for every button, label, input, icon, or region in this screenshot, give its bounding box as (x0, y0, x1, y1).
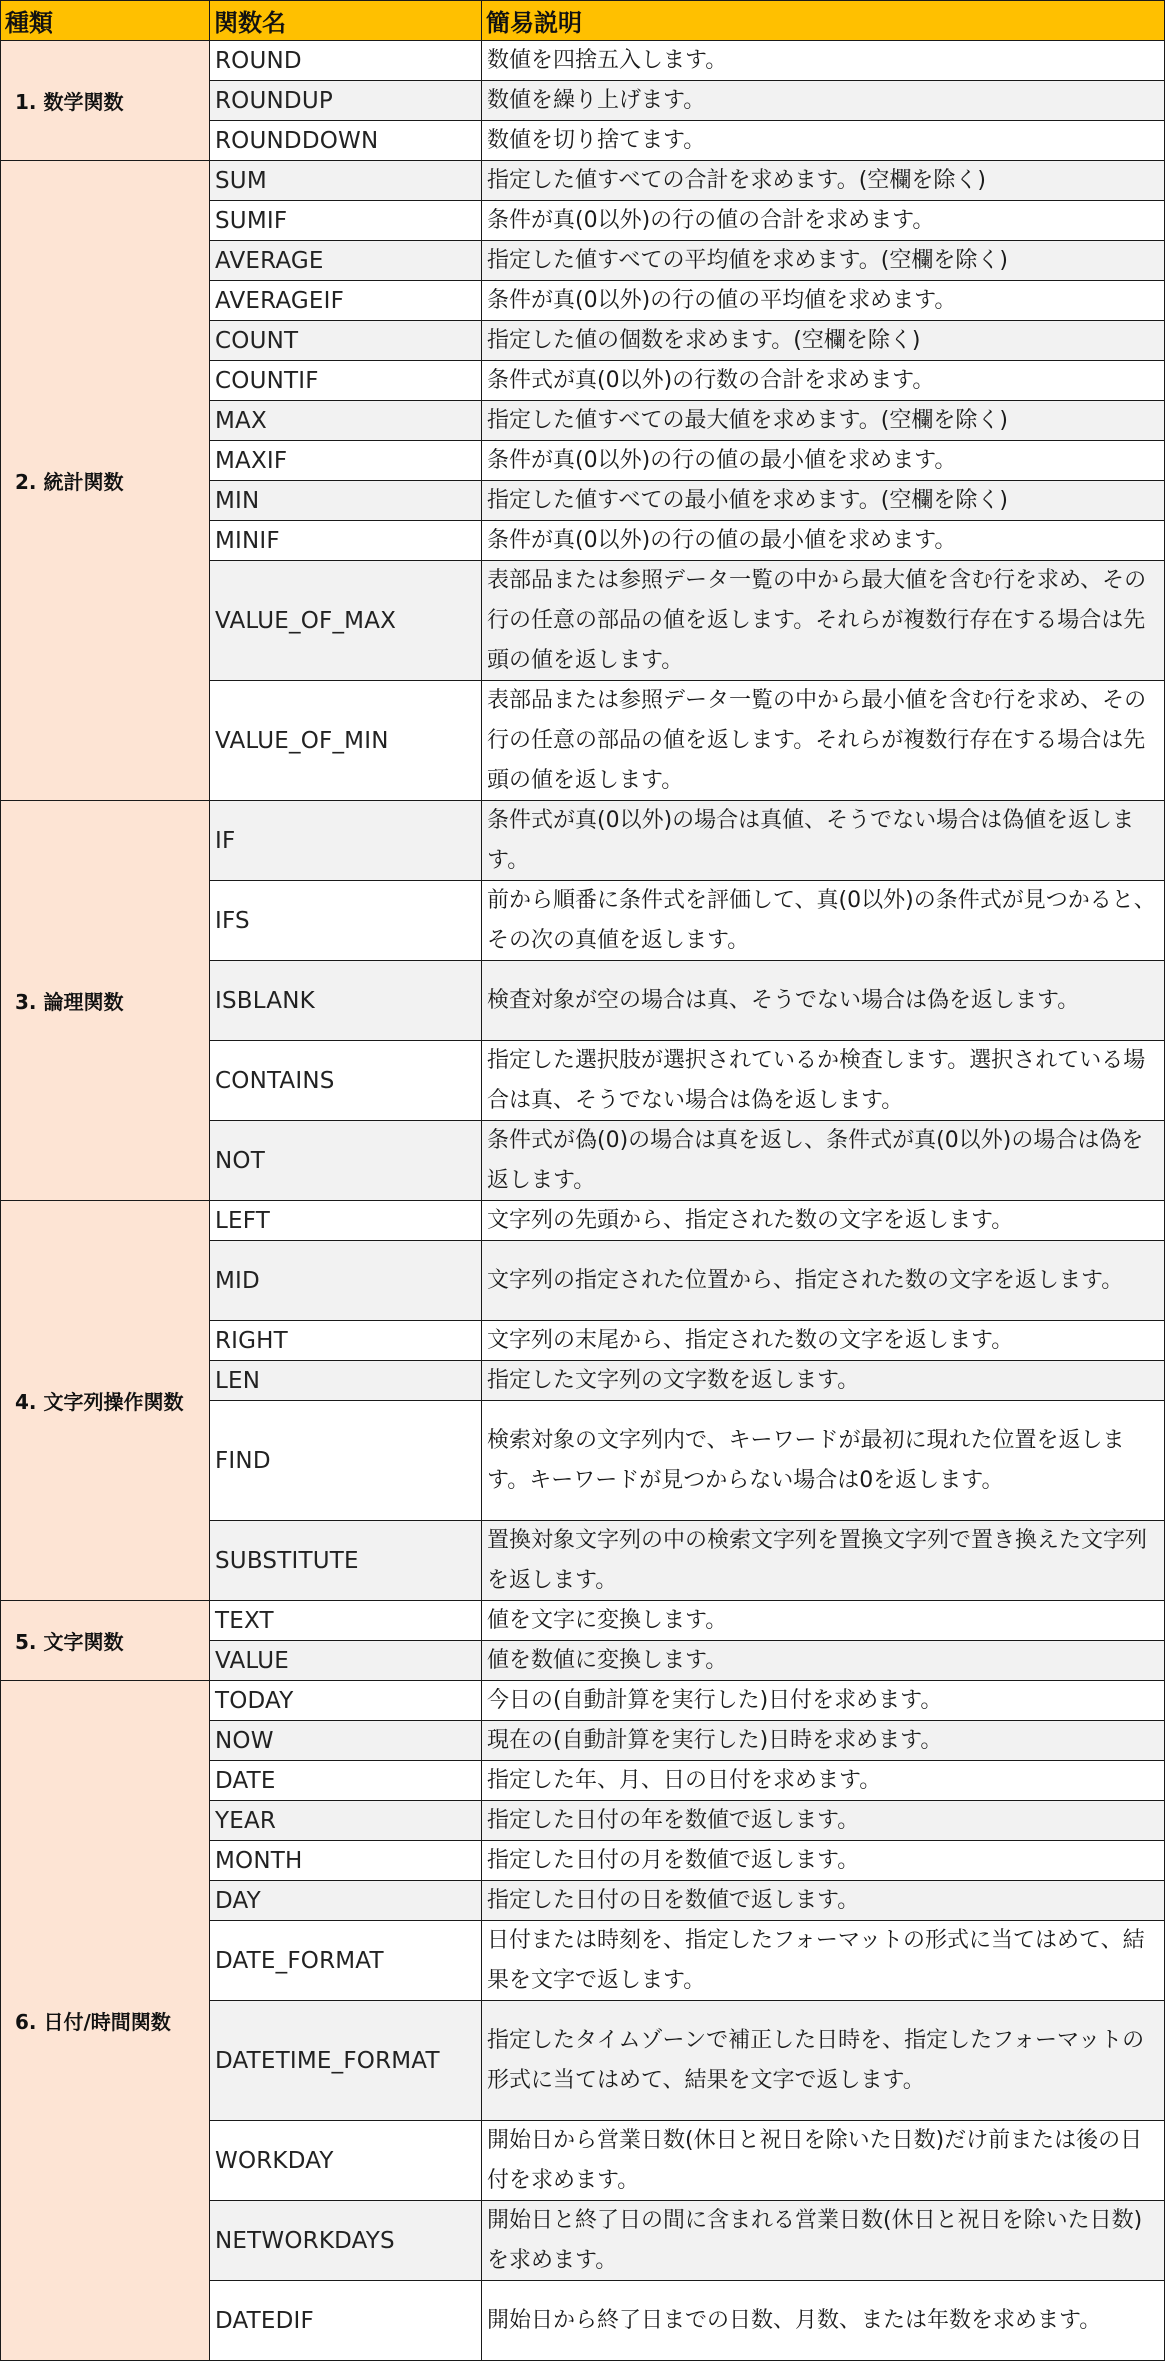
description-cell: 指定したタイムゾーンで補正した日時を、指定したフォーマットの形式に当てはめて、結果を文字で返します。 (482, 2001, 1165, 2121)
function-name-cell: DATETIME_FORMAT (210, 2001, 482, 2121)
description-cell: 開始日と終了日の間に含まれる営業日数(休日と祝日を除いた日数)を求めます。 (482, 2201, 1165, 2281)
description-cell: 条件が真(0以外)の行の値の最小値を求めます。 (482, 521, 1165, 561)
function-name-cell: MAXIF (210, 441, 482, 481)
category-cell: 3. 論理関数 (0, 801, 210, 1201)
description-cell: 指定した値の個数を求めます。(空欄を除く) (482, 321, 1165, 361)
function-name-cell: AVERAGE (210, 241, 482, 281)
function-name-cell: DATE (210, 1761, 482, 1801)
description-cell: 指定した日付の日を数値で返します。 (482, 1881, 1165, 1921)
function-name-cell: VALUE_OF_MAX (210, 561, 482, 681)
description-cell: 条件が真(0以外)の行の値の平均値を求めます。 (482, 281, 1165, 321)
description-cell: 置換対象文字列の中の検索文字列を置換文字列で置き換えた文字列を返します。 (482, 1521, 1165, 1601)
description-cell: 指定した文字列の文字数を返します。 (482, 1361, 1165, 1401)
description-cell: 開始日から営業日数(休日と祝日を除いた日数)だけ前または後の日付を求めます。 (482, 2121, 1165, 2201)
description-cell: 検査対象が空の場合は真、そうでない場合は偽を返します。 (482, 961, 1165, 1041)
description-cell: 条件が真(0以外)の行の値の合計を求めます。 (482, 201, 1165, 241)
function-name-cell: RIGHT (210, 1321, 482, 1361)
description-cell: 文字列の先頭から、指定された数の文字を返します。 (482, 1201, 1165, 1241)
description-cell: 指定した値すべての最大値を求めます。(空欄を除く) (482, 401, 1165, 441)
function-name-cell: NOW (210, 1721, 482, 1761)
function-name-cell: MIN (210, 481, 482, 521)
function-name-cell: VALUE_OF_MIN (210, 681, 482, 801)
description-cell: 指定した値すべての最小値を求めます。(空欄を除く) (482, 481, 1165, 521)
description-cell: 数値を四捨五入します。 (482, 41, 1165, 81)
description-cell: 表部品または参照データ一覧の中から最小値を含む行を求め、その行の任意の部品の値を返します。それらが複数行存在する場合は先頭の値を返します。 (482, 681, 1165, 801)
category-cell: 6. 日付/時間関数 (0, 1681, 210, 2361)
function-name-cell: LEFT (210, 1201, 482, 1241)
description-cell: 値を数値に変換します。 (482, 1641, 1165, 1681)
category-cell: 1. 数学関数 (0, 41, 210, 161)
description-cell: 指定した日付の年を数値で返します。 (482, 1801, 1165, 1841)
function-name-cell: MAX (210, 401, 482, 441)
description-cell: 表部品または参照データ一覧の中から最大値を含む行を求め、その行の任意の部品の値を返します。それらが複数行存在する場合は先頭の値を返します。 (482, 561, 1165, 681)
function-name-cell: MONTH (210, 1841, 482, 1881)
function-name-cell: CONTAINS (210, 1041, 482, 1121)
function-name-cell: TODAY (210, 1681, 482, 1721)
function-name-cell: IFS (210, 881, 482, 961)
function-name-cell: NETWORKDAYS (210, 2201, 482, 2281)
function-name-cell: DAY (210, 1881, 482, 1921)
description-cell: 条件式が真(0以外)の場合は真値、そうでない場合は偽値を返します。 (482, 801, 1165, 881)
description-cell: 指定した値すべての平均値を求めます。(空欄を除く) (482, 241, 1165, 281)
description-cell: 条件式が偽(0)の場合は真を返し、条件式が真(0以外)の場合は偽を返します。 (482, 1121, 1165, 1201)
function-name-cell: MID (210, 1241, 482, 1321)
function-name-cell: COUNT (210, 321, 482, 361)
description-cell: 文字列の指定された位置から、指定された数の文字を返します。 (482, 1241, 1165, 1321)
description-cell: 検索対象の文字列内で、キーワードが最初に現れた位置を返します。キーワードが見つからない場合は0を返します。 (482, 1401, 1165, 1521)
description-cell: 指定した年、月、日の日付を求めます。 (482, 1761, 1165, 1801)
header-function-name: 関数名 (210, 0, 482, 41)
category-cell: 5. 文字関数 (0, 1601, 210, 1681)
description-cell: 指定した値すべての合計を求めます。(空欄を除く) (482, 161, 1165, 201)
description-cell: 開始日から終了日までの日数、月数、または年数を求めます。 (482, 2281, 1165, 2361)
description-cell: 文字列の末尾から、指定された数の文字を返します。 (482, 1321, 1165, 1361)
function-name-cell: COUNTIF (210, 361, 482, 401)
function-name-cell: LEN (210, 1361, 482, 1401)
description-cell: 条件が真(0以外)の行の値の最小値を求めます。 (482, 441, 1165, 481)
description-cell: 現在の(自動計算を実行した)日時を求めます。 (482, 1721, 1165, 1761)
function-name-cell: ROUNDUP (210, 81, 482, 121)
description-cell: 日付または時刻を、指定したフォーマットの形式に当てはめて、結果を文字で返します。 (482, 1921, 1165, 2001)
description-cell: 前から順番に条件式を評価して、真(0以外)の条件式が見つかると、その次の真値を返します。 (482, 881, 1165, 961)
function-name-cell: TEXT (210, 1601, 482, 1641)
function-name-cell: ISBLANK (210, 961, 482, 1041)
function-name-cell: AVERAGEIF (210, 281, 482, 321)
function-name-cell: DATEDIF (210, 2281, 482, 2361)
description-cell: 指定した日付の月を数値で返します。 (482, 1841, 1165, 1881)
description-cell: 数値を繰り上げます。 (482, 81, 1165, 121)
category-cell: 4. 文字列操作関数 (0, 1201, 210, 1601)
description-cell: 今日の(自動計算を実行した)日付を求めます。 (482, 1681, 1165, 1721)
function-name-cell: MINIF (210, 521, 482, 561)
function-name-cell: IF (210, 801, 482, 881)
function-name-cell: ROUNDDOWN (210, 121, 482, 161)
category-cell: 2. 統計関数 (0, 161, 210, 801)
function-name-cell: SUBSTITUTE (210, 1521, 482, 1601)
header-category: 種類 (0, 0, 210, 41)
description-cell: 条件式が真(0以外)の行数の合計を求めます。 (482, 361, 1165, 401)
function-name-cell: DATE_FORMAT (210, 1921, 482, 2001)
description-cell: 数値を切り捨てます。 (482, 121, 1165, 161)
function-name-cell: YEAR (210, 1801, 482, 1841)
function-name-cell: WORKDAY (210, 2121, 482, 2201)
function-name-cell: FIND (210, 1401, 482, 1521)
function-name-cell: ROUND (210, 41, 482, 81)
function-name-cell: SUMIF (210, 201, 482, 241)
function-name-cell: NOT (210, 1121, 482, 1201)
description-cell: 値を文字に変換します。 (482, 1601, 1165, 1641)
description-cell: 指定した選択肢が選択されているか検査します。選択されている場合は真、そうでない場合は偽を返します。 (482, 1041, 1165, 1121)
function-name-cell: VALUE (210, 1641, 482, 1681)
function-name-cell: SUM (210, 161, 482, 201)
header-description: 簡易説明 (482, 0, 1165, 41)
